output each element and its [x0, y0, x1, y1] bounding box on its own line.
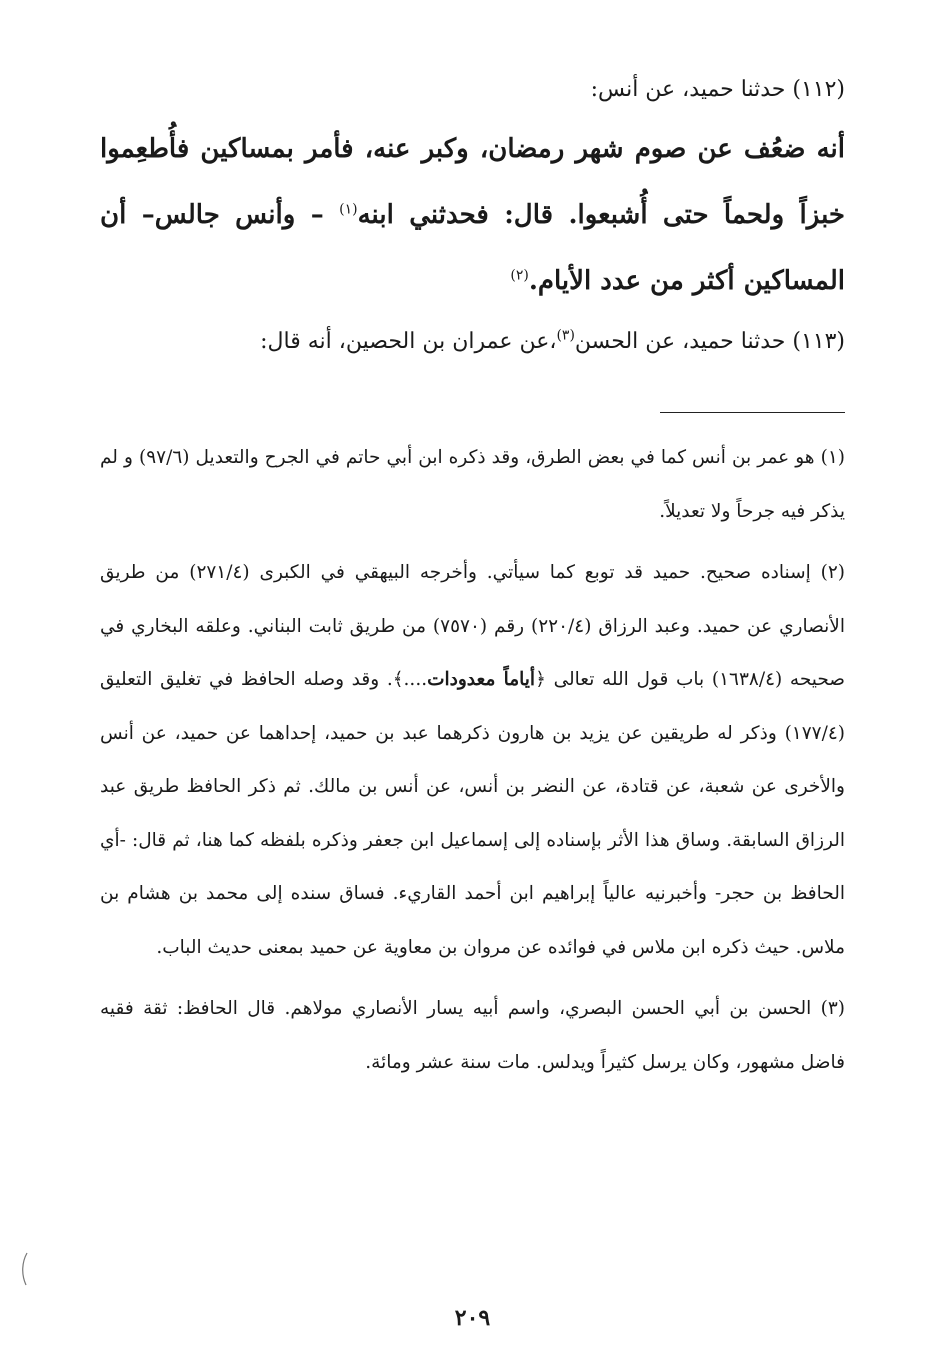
footnote-2 [100, 546, 845, 974]
margin-scribble-mark [20, 1252, 30, 1286]
matn-part-2: – وأنس جالس– أن المساكين أكثر من عدد الأيام. [100, 200, 845, 296]
footnote-1: (١) هو عمر بن أنس كما في بعض الطرق، وقد ذكره ابن أبي حاتم في الجرح والتعديل (٩٧/٦) و لم يذكر فيه جرحاً ولا تعديلاً. [100, 447, 845, 522]
page-body [100, 70, 845, 1097]
footnote-3: (٣) الحسن بن أبي الحسن البصري، واسم أبيه يسار الأنصاري مولاهم. قال الحافظ: ثقة فقيه فاضل مشهور، وكان يرسل كثيراً ويدلس. مات سنة عشر ومائة. [100, 998, 845, 1073]
heading-part-1: (١١٣) حدثنا حميد، عن الحسن [574, 329, 845, 354]
footnote-ref-1: (١) [339, 201, 358, 218]
heading-part-2: ،عن عمران بن الحصين، أنه قال: [260, 329, 557, 354]
footnote-ref-2: (٢) [510, 267, 529, 284]
page-number: ٢٠٩ [454, 1305, 491, 1331]
hadith-112-heading: (١١٢) حدثنا حميد، عن أنس: [590, 77, 845, 102]
footnote-ref-3: (٣) [556, 327, 575, 344]
footnote-2-part-1: (٢) إسناده صحيح. حميد قد توبع كما سيأتي. وأخرجه البيهقي في الكبرى (٢٧١/٤) من طريق الأنصاري عن حميد. وعبد الرزاق (٢٢٠/٤) رقم (٧٥٧٠) من طريق ثابت البناني. وعلقه البخاري في صحيحه (١٦٣٨/٤) باب قول الله تعالى ﴿ [100, 562, 845, 690]
quran-quote: أياماً معدودات [427, 669, 536, 690]
footnote-2-part-2: ....﴾. وقد وصله الحافظ في تغليق التعليق (١٧٧/٤) وذكر له طريقين عن يزيد بن هارون ذكرهما عبد بن حميد، إحداهما عن حميد، عن أنس والأخرى عن شعبة، عن قتادة، عن النضر بن أنس، عن أنس بن مالك. ثم ذكر الحافظ طريق عبد الرزاق السابقة. وساق هذا الأثر بإسناده إلى إسماعيل ابن جعفر وذكره بلفظه كما هنا، ثم قال: -أي الحافظ بن حجر- وأخبرنيه عالياً إبراهيم ابن أحمد القاريء. فساق سنده إلى محمد بن هشام بن ملاس. حيث ذكره ابن ملاس في فوائده عن مروان بن معاوية عن حميد بمعنى حديث الباب. [100, 669, 845, 958]
footnote-divider [660, 412, 845, 413]
matn-part-1: أنه ضعُف عن صوم شهر رمضان، وكبر عنه، فأمر بمساكين فأُطعِموا خبزاً ولحماً حتى أُشبعوا. قال: فحدثني ابنه [100, 134, 845, 230]
hadith-112-text [100, 116, 845, 314]
hadith-113-heading [100, 322, 845, 362]
